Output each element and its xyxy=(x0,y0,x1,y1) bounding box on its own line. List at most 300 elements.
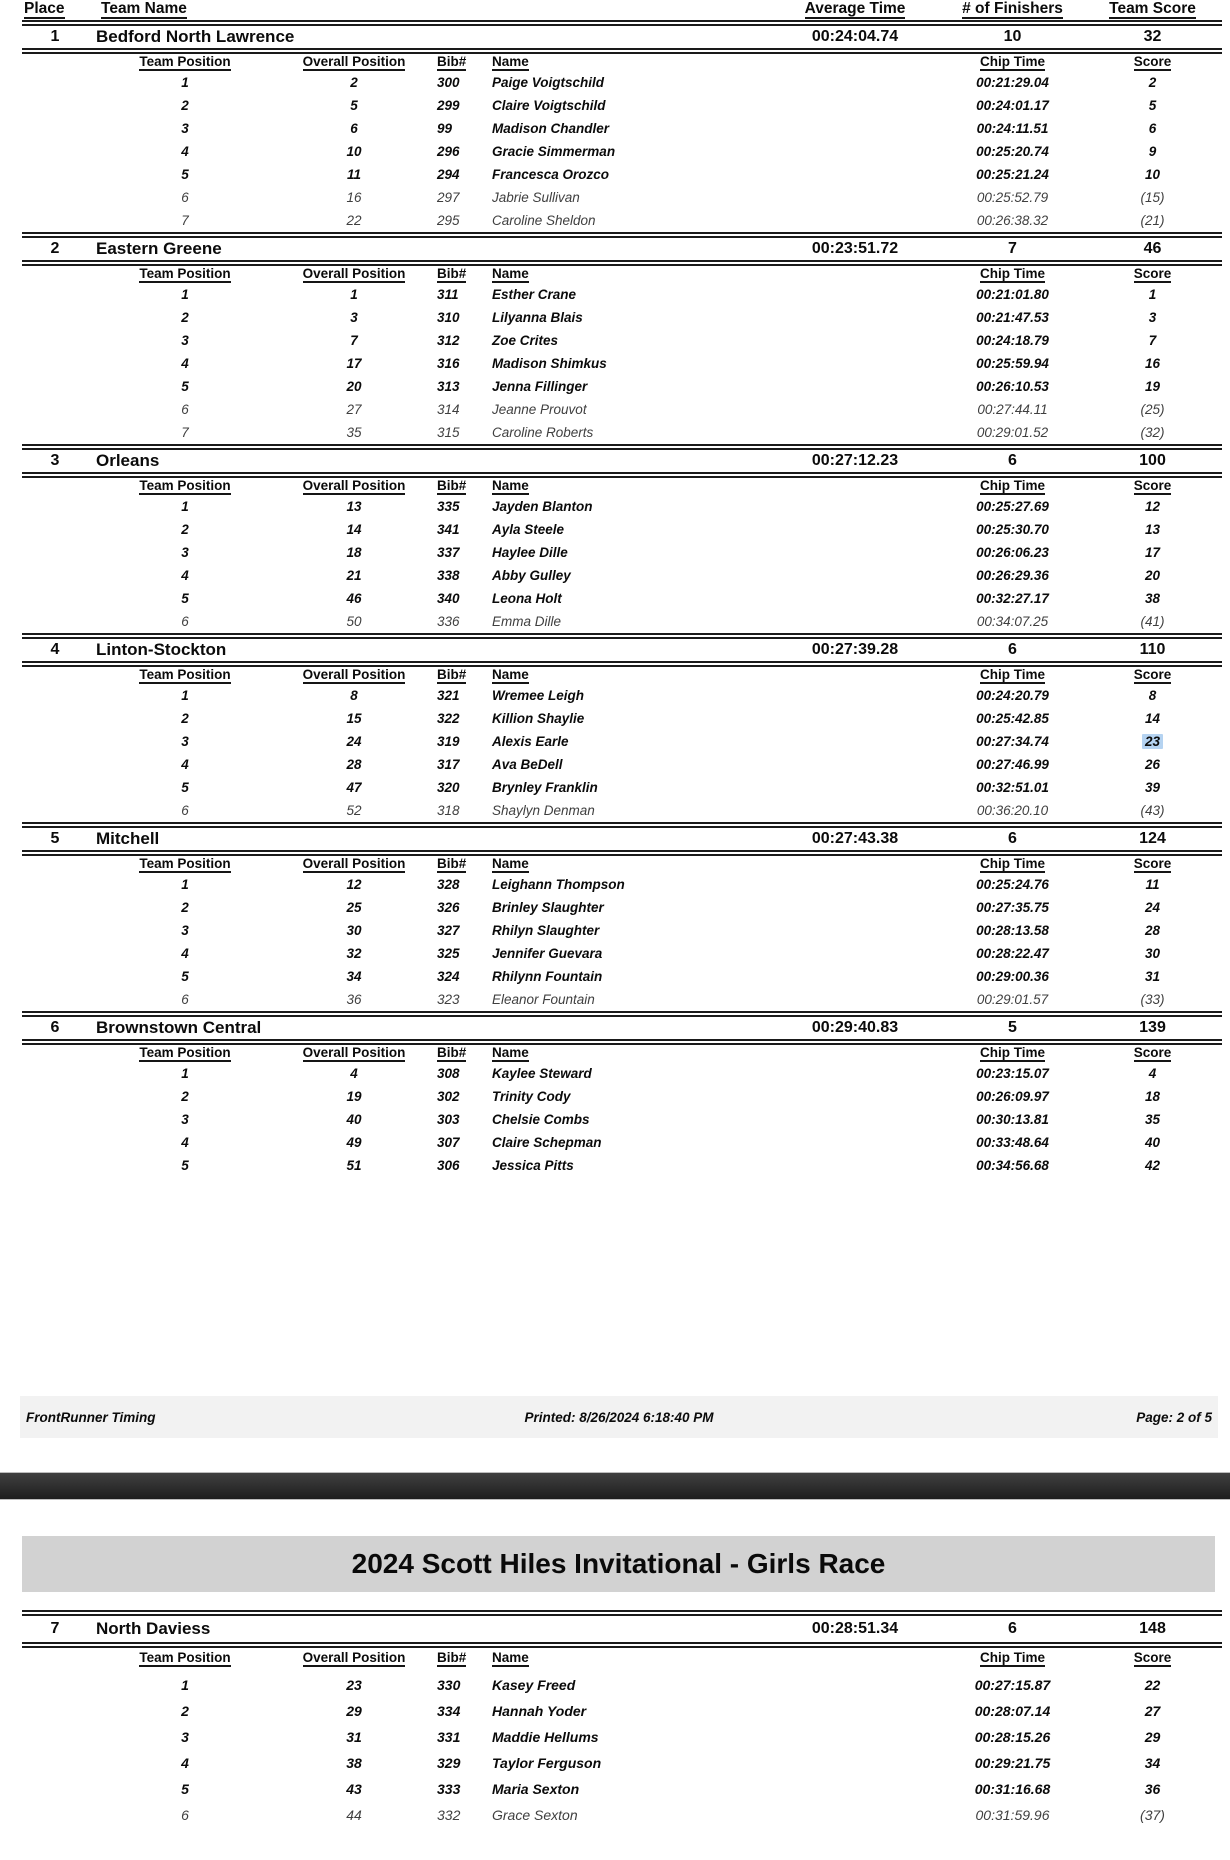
runner-row xyxy=(0,564,1230,587)
runner-row xyxy=(0,1108,1230,1131)
column-header-chip-time: Chip Time xyxy=(979,266,1045,281)
column-header-overall-position: Overall Position xyxy=(302,478,406,493)
runner-row xyxy=(0,186,1230,209)
runner-overall-position: 12 xyxy=(346,877,362,892)
runner-team-position: 4 xyxy=(181,356,189,371)
runner-bib: 99 xyxy=(437,121,453,136)
runner-team-position: 3 xyxy=(181,1729,189,1745)
runner-name: Caroline Sheldon xyxy=(492,213,596,228)
runner-chip-time: 00:25:20.74 xyxy=(976,144,1049,159)
runner-name: Brynley Franklin xyxy=(492,780,598,795)
runner-score: 4 xyxy=(1148,1066,1157,1081)
team-summary-row xyxy=(0,1017,1230,1039)
runner-score: 29 xyxy=(1144,1729,1161,1745)
team-name: Linton-Stockton xyxy=(96,640,227,659)
runner-name: Alexis Earle xyxy=(492,734,569,749)
runner-table-header xyxy=(0,667,1230,684)
column-header-team-position: Team Position xyxy=(139,1045,231,1060)
team-finishers-count: 10 xyxy=(1003,28,1022,45)
runner-bib: 325 xyxy=(437,946,460,961)
runner-score: 11 xyxy=(1145,877,1160,892)
team-name: Orleans xyxy=(96,451,160,470)
team-name: Mitchell xyxy=(96,829,160,848)
column-header-score: Score xyxy=(1133,266,1172,281)
runner-team-position: 6 xyxy=(181,1807,189,1823)
runner-bib: 306 xyxy=(437,1158,460,1173)
column-header-name: Name xyxy=(492,54,529,69)
runner-score: 42 xyxy=(1144,1158,1161,1173)
runner-score: (33) xyxy=(1140,992,1165,1007)
runner-row xyxy=(0,1672,1230,1698)
runner-table-header xyxy=(0,266,1230,283)
runner-overall-position: 10 xyxy=(346,144,362,159)
runner-team-position: 1 xyxy=(181,688,189,703)
runner-score: 9 xyxy=(1148,144,1157,159)
runner-score: (32) xyxy=(1140,425,1165,440)
selected-score-text[interactable]: 23 xyxy=(1142,734,1163,749)
team-average-time: 00:27:39.28 xyxy=(811,641,899,658)
runner-score: 22 xyxy=(1144,1677,1161,1693)
runner-overall-position: 18 xyxy=(346,545,362,560)
runner-chip-time: 00:36:20.10 xyxy=(976,803,1049,818)
runner-score: 35 xyxy=(1144,1112,1161,1127)
column-header-average-time: Average Time xyxy=(804,0,906,17)
runner-score: 5 xyxy=(1148,98,1157,113)
runner-overall-position: 46 xyxy=(346,591,362,606)
footer-printed-timestamp: Printed: 8/26/2024 6:18:40 PM xyxy=(524,1409,714,1425)
team-average-time: 00:27:12.23 xyxy=(811,452,899,469)
runner-row xyxy=(0,518,1230,541)
column-header-finishers: # of Finishers xyxy=(962,0,1063,17)
runner-bib: 307 xyxy=(437,1135,460,1150)
team-score: 124 xyxy=(1139,830,1166,847)
runner-name: Jenna Fillinger xyxy=(492,379,588,394)
column-header-team-position: Team Position xyxy=(139,54,231,69)
runner-name: Eleanor Fountain xyxy=(492,992,595,1007)
runner-bib: 328 xyxy=(437,877,460,892)
runner-overall-position: 25 xyxy=(346,900,362,915)
column-header-name: Name xyxy=(492,667,529,682)
runner-overall-position: 44 xyxy=(346,1807,362,1823)
column-header-team-position: Team Position xyxy=(139,266,231,281)
runner-chip-time: 00:29:01.52 xyxy=(976,425,1049,440)
runner-score: (43) xyxy=(1140,803,1165,818)
runner-overall-position: 36 xyxy=(346,992,362,1007)
runner-overall-position: 49 xyxy=(346,1135,362,1150)
runner-name: Taylor Ferguson xyxy=(492,1755,602,1771)
runner-row xyxy=(0,942,1230,965)
runner-overall-position: 15 xyxy=(346,711,362,726)
runner-row xyxy=(0,375,1230,398)
runner-row xyxy=(0,1131,1230,1154)
runner-chip-time: 00:27:44.11 xyxy=(977,402,1048,417)
runner-row xyxy=(0,707,1230,730)
column-header-team-position: Team Position xyxy=(139,856,231,871)
runner-name: Jeanne Prouvot xyxy=(492,402,587,417)
runner-overall-position: 11 xyxy=(346,167,361,182)
runner-name: Brinley Slaughter xyxy=(492,900,604,915)
runner-bib: 314 xyxy=(437,402,460,417)
runner-name: Claire Voigtschild xyxy=(492,98,606,113)
runner-bib: 332 xyxy=(437,1807,461,1823)
runner-score: 38 xyxy=(1144,591,1161,606)
runner-row xyxy=(0,1085,1230,1108)
column-header-score: Score xyxy=(1133,478,1172,493)
runner-bib: 322 xyxy=(437,711,460,726)
runner-row xyxy=(0,352,1230,375)
page-bottom-margin xyxy=(0,1177,1230,1396)
runner-overall-position: 8 xyxy=(350,688,358,703)
runner-bib: 295 xyxy=(437,213,460,228)
runner-overall-position: 14 xyxy=(346,522,362,537)
runner-score: 39 xyxy=(1144,780,1161,795)
runner-bib: 299 xyxy=(437,98,460,113)
runner-team-position: 4 xyxy=(181,568,189,583)
runner-bib: 337 xyxy=(437,545,460,560)
runner-score: 28 xyxy=(1144,923,1161,938)
team-score: 100 xyxy=(1139,452,1166,469)
runner-overall-position: 52 xyxy=(346,803,362,818)
runner-chip-time: 00:31:59.96 xyxy=(975,1807,1050,1823)
runner-overall-position: 5 xyxy=(350,98,358,113)
runner-row xyxy=(0,398,1230,421)
runner-score: 2 xyxy=(1148,75,1157,90)
runner-bib: 317 xyxy=(437,757,460,772)
team-average-time: 00:29:40.83 xyxy=(811,1019,899,1036)
runner-team-position: 1 xyxy=(181,499,189,514)
team-summary-row xyxy=(0,828,1230,850)
runner-table-header xyxy=(0,1045,1230,1062)
footer-brand: FrontRunner Timing xyxy=(26,1409,156,1425)
team-place: 7 xyxy=(50,1620,60,1637)
runner-name: Leona Holt xyxy=(492,591,562,606)
runner-team-position: 3 xyxy=(181,333,189,348)
team-average-time: 00:23:51.72 xyxy=(811,240,899,257)
runner-chip-time: 00:25:27.69 xyxy=(976,499,1049,514)
team-score: 110 xyxy=(1139,641,1166,658)
race-title-banner xyxy=(22,1536,1215,1592)
column-header-bib: Bib# xyxy=(437,266,467,281)
team-summary-row xyxy=(0,238,1230,260)
runner-name: Emma Dille xyxy=(492,614,562,629)
page-separator-bar xyxy=(0,1472,1230,1500)
column-header-team-position: Team Position xyxy=(139,667,231,682)
runner-bib: 338 xyxy=(437,568,460,583)
runner-chip-time: 00:29:00.36 xyxy=(976,969,1049,984)
runner-row xyxy=(0,1154,1230,1177)
runner-team-position: 7 xyxy=(181,213,189,228)
runner-row xyxy=(0,587,1230,610)
team-place: 6 xyxy=(50,1019,60,1036)
runner-chip-time: 00:26:29.36 xyxy=(976,568,1049,583)
runner-bib: 321 xyxy=(437,688,460,703)
runner-score: 13 xyxy=(1144,522,1161,537)
runner-chip-time: 00:34:56.68 xyxy=(976,1158,1049,1173)
runner-name: Jennifer Guevara xyxy=(492,946,603,961)
runner-overall-position: 1 xyxy=(350,287,358,302)
runner-name: Rhilyn Slaughter xyxy=(492,923,600,938)
runner-team-position: 1 xyxy=(181,877,189,892)
runner-chip-time: 00:26:09.97 xyxy=(976,1089,1049,1104)
runner-name: Trinity Cody xyxy=(492,1089,571,1104)
runner-team-position: 3 xyxy=(181,734,189,749)
runner-score: (37) xyxy=(1140,1807,1165,1823)
race-title: 2024 Scott Hiles Invitational - Girls Race xyxy=(351,1548,886,1579)
team-place: 1 xyxy=(50,28,60,45)
column-header-score: Score xyxy=(1133,1650,1172,1665)
runner-table-header xyxy=(0,478,1230,495)
runner-chip-time: 00:29:21.75 xyxy=(974,1755,1051,1771)
runner-team-position: 6 xyxy=(181,803,189,818)
team-name: Bedford North Lawrence xyxy=(96,27,295,46)
runner-bib: 312 xyxy=(437,333,460,348)
runner-chip-time: 00:33:48.64 xyxy=(976,1135,1049,1150)
column-header-overall-position: Overall Position xyxy=(302,856,406,871)
runner-score: 27 xyxy=(1144,1703,1161,1719)
runner-chip-time: 00:25:59.94 xyxy=(976,356,1049,371)
team-place: 4 xyxy=(50,641,60,658)
runner-row xyxy=(0,71,1230,94)
runner-team-position: 5 xyxy=(181,1781,189,1797)
runner-score: (25) xyxy=(1140,402,1165,417)
runner-row xyxy=(0,1062,1230,1085)
runner-row xyxy=(0,1776,1230,1802)
column-header-score: Score xyxy=(1133,54,1172,69)
team-name: Brownstown Central xyxy=(96,1018,262,1037)
runner-bib: 319 xyxy=(437,734,460,749)
runner-overall-position: 23 xyxy=(346,1677,362,1693)
runner-chip-time: 00:30:13.81 xyxy=(976,1112,1049,1127)
runner-row xyxy=(0,329,1230,352)
runner-chip-time: 00:28:13.58 xyxy=(976,923,1049,938)
runner-overall-position: 13 xyxy=(346,499,362,514)
runner-overall-position: 6 xyxy=(350,121,358,136)
column-header-chip-time: Chip Time xyxy=(979,478,1045,493)
column-header-name: Name xyxy=(492,1650,529,1665)
runner-bib: 315 xyxy=(437,425,460,440)
runner-overall-position: 34 xyxy=(346,969,362,984)
runner-team-position: 4 xyxy=(181,946,189,961)
runner-bib: 327 xyxy=(437,923,460,938)
runner-row xyxy=(0,919,1230,942)
column-header-team-position: Team Position xyxy=(139,478,231,493)
runner-score: (41) xyxy=(1140,614,1165,629)
runner-score: 8 xyxy=(1148,688,1157,703)
runner-name: Ava BeDell xyxy=(492,757,563,772)
team-score: 139 xyxy=(1139,1019,1166,1036)
runner-team-position: 1 xyxy=(181,1066,189,1081)
runner-chip-time: 00:32:27.17 xyxy=(976,591,1049,606)
runner-name: Esther Crane xyxy=(492,287,577,302)
runner-name: Abby Gulley xyxy=(492,568,571,583)
runner-name: Paige Voigtschild xyxy=(492,75,605,90)
team-place: 2 xyxy=(50,240,60,257)
runner-chip-time: 00:28:07.14 xyxy=(974,1703,1051,1719)
runner-name: Gracie Simmerman xyxy=(492,144,616,159)
runner-row xyxy=(0,873,1230,896)
team-summary-row xyxy=(0,450,1230,472)
runner-table-header xyxy=(0,1648,1230,1672)
runner-name: Caroline Roberts xyxy=(492,425,594,440)
team-summary-row xyxy=(0,26,1230,48)
runner-chip-time: 00:25:21.24 xyxy=(976,167,1049,182)
runner-name: Jessica Pitts xyxy=(492,1158,574,1173)
runner-bib: 341 xyxy=(437,522,460,537)
runner-bib: 316 xyxy=(437,356,460,371)
runner-chip-time: 00:25:52.79 xyxy=(976,190,1049,205)
runner-row xyxy=(0,117,1230,140)
team-score: 46 xyxy=(1143,240,1162,257)
column-header-name: Name xyxy=(492,266,529,281)
runner-row xyxy=(0,684,1230,707)
runner-team-position: 6 xyxy=(181,190,189,205)
runner-row xyxy=(0,163,1230,186)
column-header-team-name: Team Name xyxy=(101,0,187,17)
runner-team-position: 6 xyxy=(181,614,189,629)
runner-chip-time: 00:25:30.70 xyxy=(976,522,1049,537)
runner-overall-position: 21 xyxy=(346,568,362,583)
runner-team-position: 2 xyxy=(181,1089,189,1104)
runner-score: 1 xyxy=(1148,287,1157,302)
runner-name: Grace Sexton xyxy=(492,1807,578,1823)
runner-score: 34 xyxy=(1144,1755,1161,1771)
runner-name: Ayla Steele xyxy=(492,522,565,537)
runner-team-position: 2 xyxy=(181,98,189,113)
runner-score: 31 xyxy=(1144,969,1161,984)
column-header-place: Place xyxy=(24,0,65,17)
runner-score: 6 xyxy=(1148,121,1157,136)
runner-team-position: 2 xyxy=(181,711,189,726)
runner-team-position: 4 xyxy=(181,1135,189,1150)
runner-chip-time: 00:27:34.74 xyxy=(976,734,1049,749)
team-summary-row xyxy=(0,1616,1230,1642)
team-score: 32 xyxy=(1143,28,1162,45)
runner-chip-time: 00:27:15.87 xyxy=(974,1677,1051,1693)
team-score: 148 xyxy=(1139,1620,1166,1637)
runner-overall-position: 30 xyxy=(346,923,362,938)
runner-row xyxy=(0,421,1230,444)
runner-overall-position: 28 xyxy=(346,757,362,772)
runner-overall-position: 32 xyxy=(346,946,362,961)
runner-name: Maria Sexton xyxy=(492,1781,580,1797)
runner-team-position: 5 xyxy=(181,591,189,606)
runner-row xyxy=(0,1802,1230,1828)
runner-score: 24 xyxy=(1144,900,1161,915)
runner-bib: 340 xyxy=(437,591,460,606)
runner-team-position: 5 xyxy=(181,379,189,394)
title-gap xyxy=(0,1592,1230,1610)
runner-chip-time: 00:31:16.68 xyxy=(974,1781,1051,1797)
runner-team-position: 4 xyxy=(181,144,189,159)
runner-chip-time: 00:28:15.26 xyxy=(974,1729,1051,1745)
runner-overall-position: 40 xyxy=(346,1112,362,1127)
runner-score: 18 xyxy=(1144,1089,1161,1104)
runner-row xyxy=(0,209,1230,232)
column-header-score: Score xyxy=(1133,1045,1172,1060)
runner-name: Chelsie Combs xyxy=(492,1112,590,1127)
runner-name: Claire Schepman xyxy=(492,1135,602,1150)
column-header-score: Score xyxy=(1133,667,1172,682)
runner-team-position: 1 xyxy=(181,287,189,302)
page-end-whitespace xyxy=(0,1438,1230,1472)
runner-chip-time: 00:25:42.85 xyxy=(976,711,1049,726)
runner-team-position: 2 xyxy=(181,1703,189,1719)
team-average-time: 00:27:43.38 xyxy=(811,830,899,847)
column-header-bib: Bib# xyxy=(437,478,467,493)
runner-score: 30 xyxy=(1144,946,1161,961)
runner-name: Madison Shimkus xyxy=(492,356,607,371)
runner-team-position: 2 xyxy=(181,522,189,537)
results-table-header xyxy=(0,0,1230,20)
team-results-page-2 xyxy=(0,20,1230,1177)
runner-bib: 300 xyxy=(437,75,460,90)
column-header-chip-time: Chip Time xyxy=(979,856,1045,871)
runner-overall-position: 19 xyxy=(346,1089,362,1104)
runner-team-position: 3 xyxy=(181,121,189,136)
runner-overall-position: 4 xyxy=(350,1066,358,1081)
runner-team-position: 1 xyxy=(181,1677,189,1693)
runner-score: 3 xyxy=(1148,310,1157,325)
runner-team-position: 5 xyxy=(181,780,189,795)
column-header-overall-position: Overall Position xyxy=(302,667,406,682)
runner-overall-position: 24 xyxy=(346,734,362,749)
runner-score: 12 xyxy=(1144,499,1161,514)
runner-bib: 333 xyxy=(437,1781,461,1797)
runner-bib: 331 xyxy=(437,1729,461,1745)
runner-bib: 323 xyxy=(437,992,460,1007)
runner-team-position: 4 xyxy=(181,1755,189,1771)
team-finishers-count: 7 xyxy=(1008,240,1017,257)
column-header-overall-position: Overall Position xyxy=(302,266,406,281)
runner-row xyxy=(0,730,1230,753)
runner-team-position: 5 xyxy=(181,167,189,182)
runner-row xyxy=(0,1724,1230,1750)
runner-row xyxy=(0,495,1230,518)
team-place: 5 xyxy=(50,830,60,847)
runner-row xyxy=(0,140,1230,163)
runner-bib: 311 xyxy=(437,287,459,302)
runner-chip-time: 00:28:22.47 xyxy=(976,946,1049,961)
runner-bib: 326 xyxy=(437,900,460,915)
runner-overall-position: 31 xyxy=(346,1729,362,1745)
runner-bib: 313 xyxy=(437,379,460,394)
runner-team-position: 3 xyxy=(181,1112,189,1127)
team-name: Eastern Greene xyxy=(96,239,222,258)
runner-overall-position: 20 xyxy=(346,379,362,394)
runner-name: Wremee Leigh xyxy=(492,688,585,703)
column-header-chip-time: Chip Time xyxy=(979,54,1045,69)
runner-bib: 336 xyxy=(437,614,460,629)
runner-team-position: 1 xyxy=(181,75,189,90)
runner-table-header xyxy=(0,54,1230,71)
runner-team-position: 3 xyxy=(181,545,189,560)
runner-chip-time: 00:27:46.99 xyxy=(976,757,1049,772)
team-average-time: 00:24:04.74 xyxy=(811,28,899,45)
runner-chip-time: 00:21:01.80 xyxy=(976,287,1049,302)
runner-team-position: 5 xyxy=(181,1158,189,1173)
runner-name: Madison Chandler xyxy=(492,121,610,136)
runner-bib: 308 xyxy=(437,1066,460,1081)
runner-name: Maddie Hellums xyxy=(492,1729,599,1745)
column-header-overall-position: Overall Position xyxy=(302,1045,406,1060)
runner-team-position: 5 xyxy=(181,969,189,984)
runner-bib: 303 xyxy=(437,1112,460,1127)
runner-name: Kasey Freed xyxy=(492,1677,576,1693)
runner-score xyxy=(1090,734,1215,749)
runner-bib: 297 xyxy=(437,190,460,205)
runner-team-position: 4 xyxy=(181,757,189,772)
runner-score: 14 xyxy=(1144,711,1161,726)
